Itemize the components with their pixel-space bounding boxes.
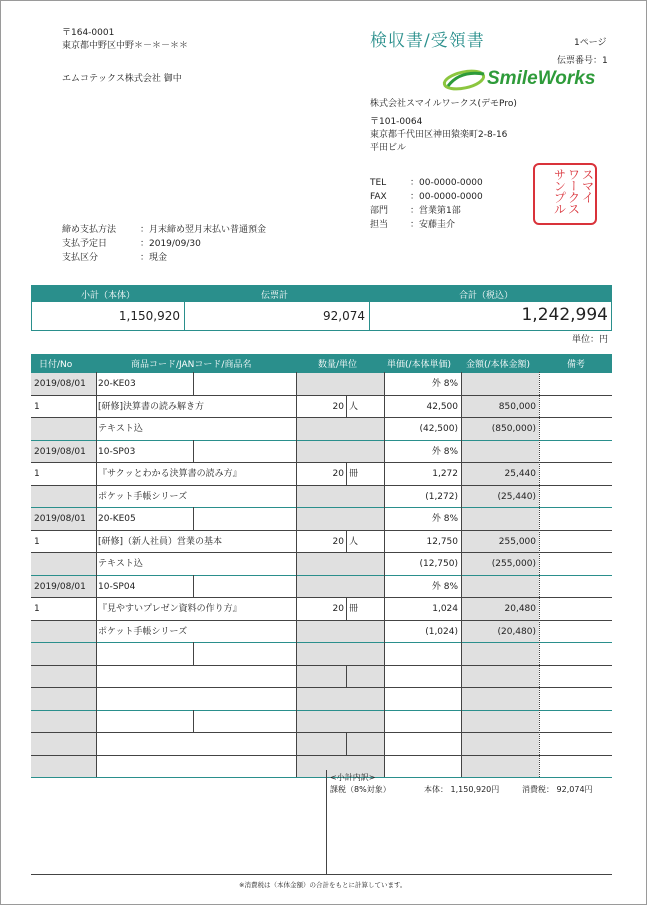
payment-method-label: 締め支払方法	[62, 225, 117, 235]
cell-bg	[31, 642, 96, 665]
row-rule	[31, 777, 612, 778]
row-price-base: (42,500)	[419, 424, 458, 434]
col-note: 備考	[567, 360, 586, 370]
issuer-name: 株式会社スマイルワークス(デモPro)	[370, 99, 517, 109]
row-qty: 20	[332, 401, 344, 412]
row-amount: 25,440	[504, 469, 536, 479]
page-number: 1ページ	[574, 38, 607, 48]
row-unit: 人	[349, 536, 359, 547]
cell-bg	[461, 665, 539, 688]
row-tax-type: 外 8%	[431, 379, 458, 389]
row-date: 2019/08/01	[34, 446, 86, 457]
row-rule	[31, 732, 612, 733]
subtotal-value: 1,150,920	[118, 309, 180, 323]
cell-bg	[31, 665, 96, 688]
cell-bg	[31, 417, 96, 440]
issuer-building: 平田ビル	[370, 143, 407, 153]
issuer-postal: 〒101-0064	[370, 117, 423, 127]
person-label: 担当	[370, 220, 389, 230]
row-rule	[31, 417, 612, 418]
cell-bg	[296, 575, 384, 598]
row-price: 42,500	[426, 401, 458, 412]
row-amount: 850,000	[498, 401, 536, 412]
row-amount-base: (20,480)	[497, 626, 536, 637]
row-product-name: 『見やすいプレゼン資料の作り方』	[98, 604, 242, 614]
row-tax-type: 外 8%	[431, 581, 458, 592]
row-no: 1	[34, 401, 40, 412]
row-rule	[31, 507, 612, 508]
breakdown-divider	[326, 770, 327, 874]
row-price: 12,750	[426, 536, 458, 547]
row-note: テキスト込	[98, 559, 143, 569]
person-value: ：安藤圭介	[410, 220, 456, 230]
cell-bg	[296, 485, 384, 508]
row-note: ポケット手帳シリーズ	[98, 626, 188, 637]
row-price-base: (1,272)	[425, 491, 458, 502]
row-price-base: (1,024)	[425, 626, 458, 637]
cell-bg	[296, 620, 384, 643]
row-product-name: [研修]決算書の読み解き方	[98, 401, 205, 412]
row-date: 2019/08/01	[34, 581, 86, 592]
row-amount: 20,480	[504, 604, 536, 614]
cell-bg	[461, 440, 539, 463]
cell-rule	[193, 440, 194, 463]
cell-bg	[31, 732, 96, 755]
recipient-postal: 〒164-0001	[62, 28, 115, 38]
row-tax-type: 外 8%	[431, 514, 458, 524]
breakdown-heading: <小計内訳>	[330, 773, 376, 782]
row-date: 2019/08/01	[34, 379, 86, 389]
col-rule	[96, 372, 97, 777]
cell-bg	[461, 507, 539, 530]
row-code: 10-SP04	[98, 581, 136, 592]
payment-date: ：2019/09/30	[140, 239, 201, 249]
row-code: 20-KE03	[98, 379, 136, 389]
row-amount-base: (850,000)	[491, 424, 536, 434]
row-no: 1	[34, 604, 40, 614]
total-value: 1,242,994	[521, 305, 608, 325]
company-seal-stamp: スマイ ワークス サンプル	[533, 163, 597, 225]
cell-bg	[461, 755, 539, 778]
cell-bg	[296, 687, 384, 710]
col-qty: 数量/単位	[318, 360, 358, 370]
cell-bg	[296, 417, 384, 440]
cell-rule	[193, 372, 194, 395]
cell-bg	[31, 485, 96, 508]
row-rule	[31, 710, 612, 711]
row-date: 2019/08/01	[34, 514, 86, 524]
row-unit: 冊	[349, 604, 359, 614]
cell-rule	[346, 597, 347, 620]
col-date: 日付/No	[39, 360, 73, 370]
row-rule	[31, 687, 612, 688]
cell-bg	[461, 575, 539, 598]
document-title: 検収書/受領書	[370, 31, 485, 51]
row-price: 1,272	[432, 469, 458, 479]
col-product: 商品コード/JANコード/商品名	[131, 360, 252, 370]
cell-bg	[461, 710, 539, 733]
unit-label: 単位：円	[572, 335, 609, 345]
row-rule	[31, 462, 612, 463]
col-amount: 金額(/本体金額)	[466, 360, 531, 370]
cell-rule	[193, 575, 194, 598]
row-rule	[31, 575, 612, 576]
cell-bg	[296, 507, 384, 530]
footer-note: ※消費税は（本体金額）の合計をもとに計算しています。	[239, 881, 407, 889]
payment-date-label: 支払予定日	[62, 239, 108, 249]
row-code: 10-SP03	[98, 446, 136, 457]
row-rule	[31, 395, 612, 396]
summary-body	[31, 302, 612, 331]
cell-bg	[31, 552, 96, 575]
breakdown-tax: 消費税： 92,074円	[522, 785, 593, 794]
cell-rule	[346, 530, 347, 553]
col-rule	[296, 372, 297, 777]
cell-rule	[193, 642, 194, 665]
issuer-address: 東京都千代田区神田猿楽町2-8-16	[370, 130, 508, 140]
col-price: 単価(/本体単価)	[387, 360, 452, 370]
row-rule	[31, 440, 612, 441]
recipient-address: 東京都中野区中野＊－＊－＊＊	[62, 41, 189, 51]
payment-type: ：現金	[140, 253, 168, 263]
cell-bg	[461, 687, 539, 710]
row-amount: 255,000	[498, 536, 536, 547]
cell-bg	[31, 687, 96, 710]
cell-rule	[193, 710, 194, 733]
cell-rule	[346, 462, 347, 485]
table-header	[31, 354, 612, 372]
row-rule	[31, 372, 612, 373]
row-note: テキスト込	[98, 424, 143, 434]
cell-bg	[296, 665, 384, 688]
row-qty: 20	[332, 536, 344, 547]
fax-value: ：00-0000-0000	[410, 192, 483, 202]
row-rule	[31, 530, 612, 531]
fax-label: FAX	[370, 192, 387, 202]
tel-value: ：00-0000-0000	[410, 178, 483, 188]
row-rule	[31, 620, 612, 621]
row-amount-base: (255,000)	[491, 559, 536, 569]
row-rule	[31, 597, 612, 598]
row-code: 20-KE05	[98, 514, 136, 524]
dept-value: ：営業第1部	[410, 206, 461, 216]
row-product-name: 『サクッとわかる決算書の読み方』	[98, 469, 242, 479]
subtotal-label: 小計（本体）	[81, 291, 136, 301]
recipient-company: エムコテックス株式会社 御中	[62, 74, 182, 84]
cell-rule	[346, 665, 347, 688]
cell-bg	[31, 755, 96, 778]
tax-value: 92,074	[323, 309, 365, 323]
row-product-name: [研修]（新人社員）営業の基本	[98, 536, 223, 547]
row-amount-base: (25,440)	[497, 491, 536, 502]
row-price: 1,024	[432, 604, 458, 614]
tax-label: 伝票計	[261, 291, 289, 301]
row-no: 1	[34, 469, 40, 479]
row-unit: 人	[349, 401, 359, 412]
row-qty: 20	[332, 604, 344, 614]
row-rule	[31, 485, 612, 486]
row-note: ポケット手帳シリーズ	[98, 491, 188, 502]
row-rule	[31, 755, 612, 756]
logo-text: SmileWorks	[487, 68, 596, 89]
cell-bg	[461, 372, 539, 395]
cell-bg	[461, 732, 539, 755]
row-qty: 20	[332, 469, 344, 479]
payment-method: ：月末締め翌月末払い普通預金	[140, 225, 267, 235]
row-tax-type: 外 8%	[431, 446, 458, 457]
row-rule	[31, 552, 612, 553]
smileworks-logo-icon	[440, 66, 490, 92]
col-rule	[539, 372, 540, 777]
breakdown-base: 本体： 1,150,920円	[424, 785, 500, 794]
cell-rule	[346, 732, 347, 755]
bottom-rule	[31, 874, 612, 875]
row-no: 1	[34, 536, 40, 547]
tel-label: TEL	[370, 178, 387, 188]
row-price-base: (12,750)	[419, 559, 458, 569]
cell-bg	[296, 710, 384, 733]
cell-bg	[296, 642, 384, 665]
total-label: 合計（税込）	[459, 291, 514, 301]
dept-label: 部門	[370, 206, 389, 216]
summary-header	[31, 285, 612, 302]
cell-bg	[296, 732, 384, 755]
row-unit: 冊	[349, 469, 359, 479]
breakdown-row-label: 課税（8%対象）	[330, 785, 391, 794]
cell-rule	[346, 395, 347, 418]
payment-type-label: 支払区分	[62, 253, 99, 263]
cell-bg	[296, 440, 384, 463]
cell-rule	[193, 507, 194, 530]
row-rule	[31, 642, 612, 643]
cell-bg	[461, 642, 539, 665]
cell-bg	[31, 710, 96, 733]
cell-bg	[31, 620, 96, 643]
slip-number: 伝票番号：1	[557, 56, 608, 66]
cell-bg	[296, 552, 384, 575]
cell-bg	[296, 372, 384, 395]
row-rule	[31, 665, 612, 666]
